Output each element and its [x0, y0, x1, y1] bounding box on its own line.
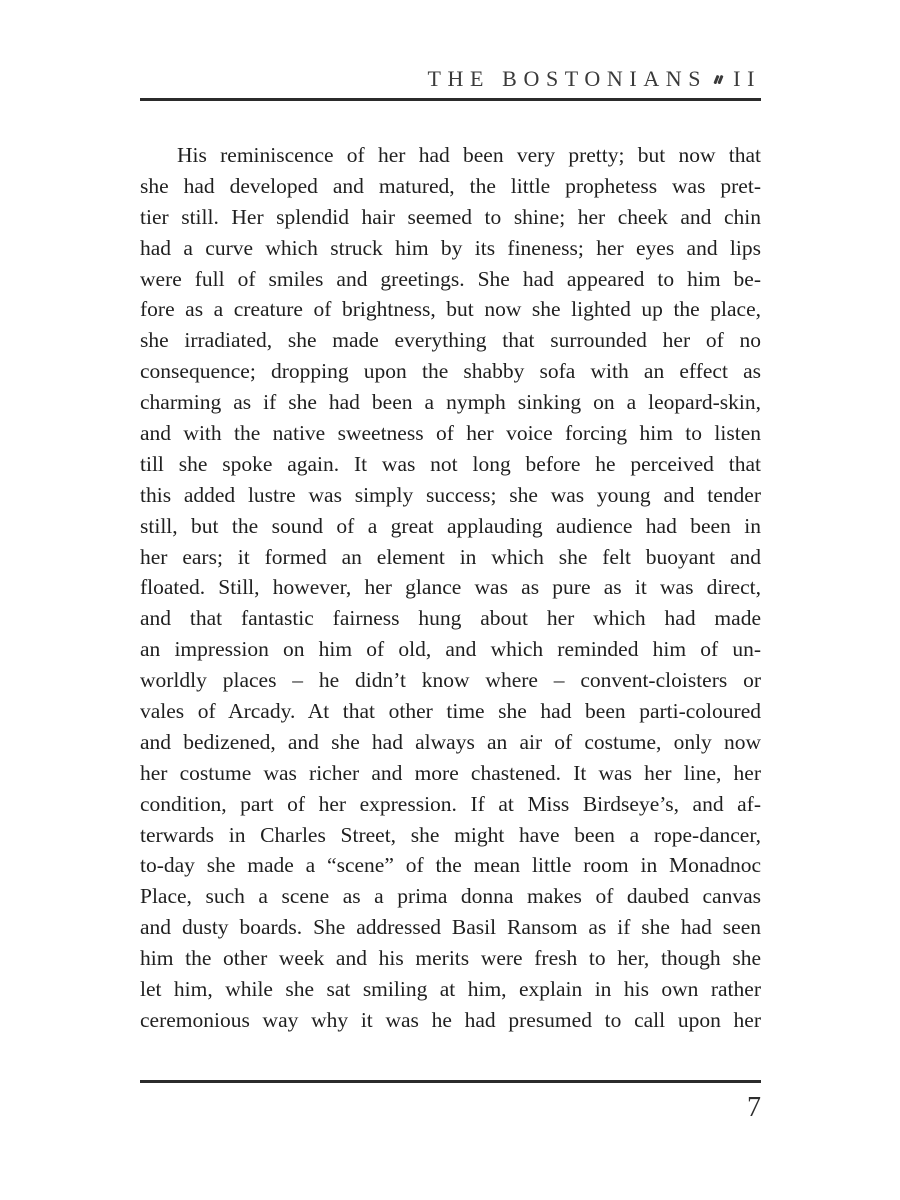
paragraph-line: Place, such a scene as a prima donna makes of daubed canvas [140, 884, 761, 909]
paragraph-line: an impression on him of old, and which reminded him of un- [140, 637, 761, 662]
fleuron-separator-icon [715, 64, 722, 90]
paragraph-line: fore as a creature of brightness, but now she lighted up the place, [140, 297, 761, 322]
paragraph-line: him the other week and his merits were fresh to her, though she [140, 946, 761, 971]
paragraph-line: and that fantastic fairness hung about her which had made [140, 606, 761, 631]
paragraph-line: she had developed and matured, the little prophetess was pret- [140, 173, 761, 198]
paragraph-line: worldly places – he didn’t know where – convent-cloisters or [140, 668, 761, 693]
paragraph-line: were full of smiles and greetings. She had appeared to him be- [140, 266, 761, 291]
paragraph-line: had a curve which struck him by its fineness; her eyes and lips [140, 235, 761, 260]
paragraph-line: this added lustre was simply success; she was young and tender [140, 482, 761, 507]
paragraph-line: charming as if she had been a nymph sinking on a leopard-skin, [140, 390, 761, 415]
header-rule [140, 98, 761, 101]
footer-rule [140, 1080, 761, 1083]
paragraph-line: and dusty boards. She addressed Basil Ransom as if she had seen [140, 915, 761, 940]
paragraph-line: His reminiscence of her had been very pretty; but now that [177, 143, 761, 167]
paragraph-line: vales of Arcady. At that other time she had been parti-coloured [140, 699, 761, 724]
paragraph-line: condition, part of her expression. If at Miss Birdseye’s, and af- [140, 791, 761, 816]
paragraph-line: and with the native sweetness of her voice forcing him to listen [140, 421, 761, 446]
book-title: THE BOSTONIANS [427, 66, 708, 91]
paragraph-line: and bedizened, and she had always an air of costume, only now [140, 729, 761, 754]
paragraph-line: she irradiated, she made everything that surrounded her of no [140, 328, 761, 353]
running-head [140, 66, 761, 94]
paragraph-line: floated. Still, however, her glance was as pure as it was direct, [140, 575, 761, 600]
paragraph-line: till she spoke again. It was not long before he perceived that [140, 451, 761, 476]
paragraph-line: tier still. Her splendid hair seemed to shine; her cheek and chin [140, 204, 761, 229]
paragraph-line: consequence; dropping upon the shabby sofa with an effect as [140, 359, 761, 384]
paragraph-line: ceremonious way why it was he had presumed to call upon her [140, 1007, 761, 1032]
paragraph [140, 140, 761, 1036]
paragraph-line: her costume was richer and more chastened. It was her line, her [140, 760, 761, 785]
paragraph-line: still, but the sound of a great applauding audience had been in [140, 513, 761, 538]
paragraph-line: terwards in Charles Street, she might have been a rope-dancer, [140, 822, 761, 847]
paragraph-line: let him, while she sat smiling at him, explain in his own rather [140, 977, 761, 1002]
paragraph-line: to-day she made a “scene” of the mean little room in Monadnoc [140, 853, 761, 878]
paragraph-line: her ears; it formed an element in which she felt buoyant and [140, 544, 761, 569]
page-number: 7 [747, 1092, 761, 1123]
chapter-numeral: II [733, 66, 761, 91]
